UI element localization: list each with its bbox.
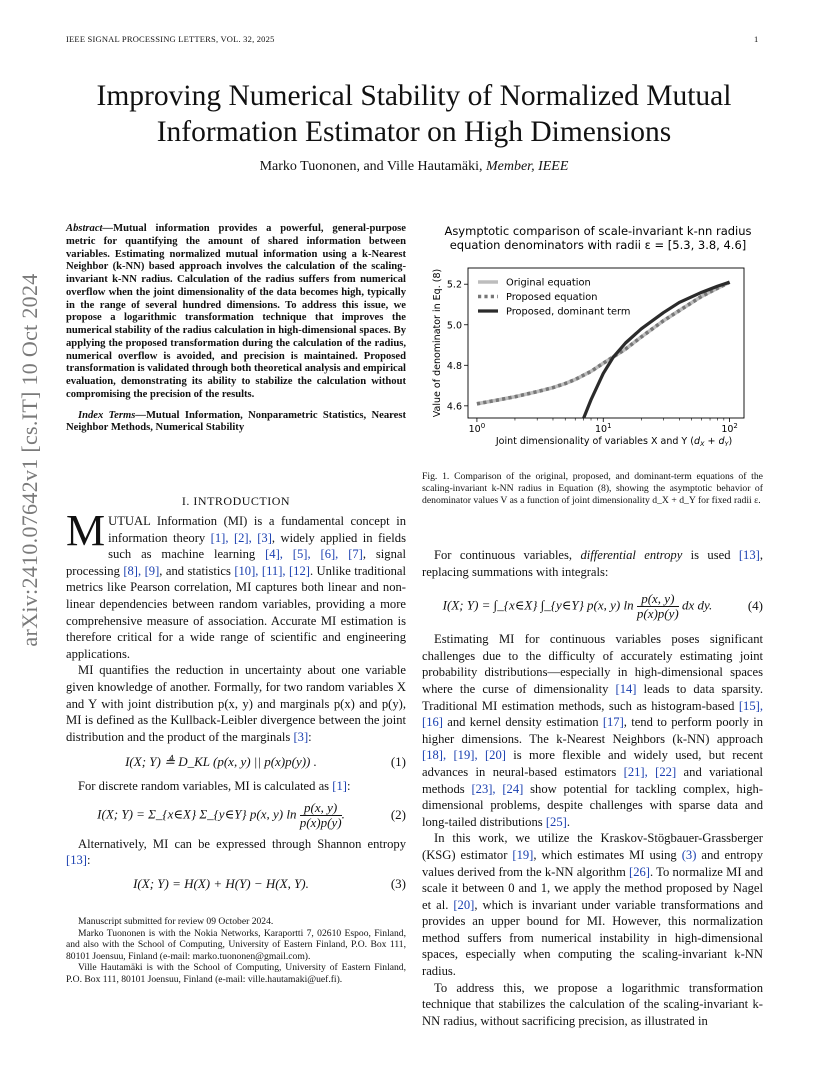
citation-link[interactable]: [1], [2], [3] (210, 530, 272, 545)
footnote-author-2: Ville Hautamäki is with the School of Computing, University of Eastern Finland, P.O. Box 111, 80101 Joensuu, Finland (e-mail: ville.hautamaki@uef.fi). (66, 962, 406, 985)
intro-paragraph-2: MI quantifies the reduction in uncertainty about one variable given knowledge of another. Formally, for two random variables X and Y with joint distribution p(x, y) and marginals p(x) and p(y), MI is defined as the Kullback-Leibler divergence between the joint distribution and the product of the marginals [3]: (66, 663, 406, 744)
citation-link[interactable]: [21], [22] (623, 764, 677, 779)
author-names: Marko Tuononen, and Ville Hautamäki, (259, 159, 483, 174)
figure-caption-label: Fig. 1. (422, 471, 450, 482)
citation-link[interactable]: [26] (629, 864, 650, 879)
abstract-text: Mutual information provides a powerful, general-purpose metric for quantifying the amount of shared information between variables. Estimating normalized mutual information using a k-Nearest Neighbor (k-NN) based approach involves the calculation of the scaling-invariant k-NN radius. Calculation of the radius suffers from numerical overflow when the joint dimensionality of the data becomes high, typically in the range of several hundred dimensions. To address this issue, we propose a logarithmic transformation technique that improves the numerical stability of the radius calculation in high-dimensional spaces. By applying the proposed transformation during the calculation of the radius, numerical overflow is avoided, and precision is maintained. Proposed transformation is validated through both theoretical analysis and empirical evaluation, demonstrating its ability to stabilize the calculation without compromising the precision of the results. (66, 223, 406, 400)
citation-link[interactable]: [3] (293, 729, 309, 744)
right-paragraph-2: Estimating MI for continuous variables poses significant challenges due to the difficulty of accurately estimating joint probability distributions—especially in high-dimensional spaces where the curse of dimensionality [14] leads to data sparsity. Traditional MI estimation methods, such as histogram-based [15], [16] and kernel density estimation [17], tend to perform poorly in higher dimensions. The k-Nearest Neighbors (k-NN) approach [18], [19], [20] is more flexible and widely used, but recent advances in neural-based estimators [21], [22] and variational methods [23], [24] show potential for tackling complex, high-dimensional problems, despite challenges with sparse data and long-tailed distributions [25]. (422, 632, 764, 829)
legend-label: Original equation (506, 277, 591, 289)
legend-label: Proposed, dominant term (506, 306, 631, 318)
author-membership: Member, IEEE (485, 159, 569, 174)
abstract (66, 223, 406, 435)
abstract-label: Abstract— (66, 223, 114, 234)
citation-link[interactable]: [4], [5], [6], [7] (265, 547, 363, 562)
y-axis-label: Value of denominator in Eq. (8) (432, 268, 443, 418)
chart-title-line-2: equation denominators with radii ε = [5.3, 3.8, 4.6] (449, 238, 747, 252)
right-paragraph-3: In this work, we utilize the Kraskov-Stögbauer-Grassberger (KSG) estimator [19], which estimates MI using (3) and entropy values derived from the k-NN algorithm [26]. To normalize MI and scale it between 0 and 1, we apply the method proposed by Nagel et al. [20], which is invariant under variable transformations and provides an upper bound for MI. However, this normalization method suffers from numerical instability in high-dimensional spaces, especially when computing the scaling-invariant k-NN radius. (422, 831, 764, 979)
author-list (40, 159, 788, 175)
footnotes (66, 916, 406, 986)
legend-label: Proposed equation (506, 292, 598, 303)
y-tick-label: 5.2 (446, 279, 462, 291)
x-tick-label: $10^1$ (594, 422, 612, 435)
right-paragraph-1: For continuous variables, differential entropy is used [13], replacing summations with integrals: (422, 548, 763, 579)
intro-paragraph-4: Alternatively, MI can be expressed through Shannon entropy [13]: (66, 836, 406, 868)
section-heading-introduction: I. INTRODUCTION (181, 494, 291, 508)
y-tick-label: 4.6 (446, 401, 462, 413)
citation-link[interactable]: [14] (615, 681, 637, 696)
equation-1: I(X; Y) ≜ D_KL (p(x, y) || p(x)p(y)) . (1) (125, 754, 406, 770)
citation-link[interactable]: [18], [19], [20] (422, 748, 506, 763)
equation-2: I(X; Y) = Σ_{x∈X} Σ_{y∈Y} p(x, y) ln $\frac{p(x, y)}{p(x)p(y)}$ . (2) (97, 799, 406, 830)
footnote-submission: Manuscript submitted for review 09 October 2024. (78, 916, 274, 927)
citation-link[interactable]: [1] (332, 778, 347, 793)
citation-link[interactable]: [15], [16] (422, 698, 763, 730)
paper-title: Improving Numerical Stability of Normalized Mutual Information Estimator on High Dimensions (96, 80, 732, 148)
index-terms-label: Index Terms— (78, 409, 146, 421)
chart-title-line-1: Asymptotic comparison of scale-invariant k-nn radius (444, 224, 752, 238)
citation-link[interactable]: [19] (512, 847, 534, 862)
left-column-body (66, 506, 407, 892)
figure-caption-text: Comparison of the original, proposed, and dominant-term equations of the scaling-invariant k-NN radius in Equation (8), showing the asymptotic behavior of denominator values V as a function of joint dimensionality d_X + d_Y for fixed radii ε. (422, 471, 763, 506)
right-paragraph-4: To address this, we propose a logarithmic transformation technique that stabilizes the calculation of the scaling-invariant k-NN radius, without sacrificing precision, as illustrated in (422, 980, 763, 1028)
citation-link[interactable]: [13] (738, 548, 760, 562)
citation-link[interactable]: [8], [9] (123, 563, 160, 578)
y-tick-label: 4.8 (446, 360, 462, 372)
figure-1-chart (422, 218, 764, 450)
x-tick-label: $10^0$ (468, 422, 486, 435)
series-line-3 (584, 282, 730, 418)
citation-link[interactable]: [17] (602, 715, 624, 730)
page-number: 1 (754, 34, 759, 44)
citation-link[interactable]: [10], [11], [12] (234, 563, 310, 578)
right-column-body (422, 547, 763, 1029)
dropcap-letter: M (66, 506, 106, 555)
footnote-author-1: Marko Tuononen is with the Nokia Networks, Karaportti 7, 02610 Espoo, Finland, and also with the School of Computing, University of Eastern Finland, P.O. Box 111, 80101 Joensuu, Finland (e-mail: marko.tuononen@gmail.com). (66, 927, 406, 962)
equation-3: I(X; Y) = H(X) + H(Y) − H(X, Y). (3) (133, 875, 406, 891)
equation-reference-link[interactable]: (3) (681, 847, 697, 862)
running-header: IEEE SIGNAL PROCESSING LETTERS, VOL. 32, 2025 (66, 34, 275, 44)
x-tick-label: $10^2$ (721, 422, 738, 435)
y-tick-label: 5.0 (446, 320, 462, 332)
equation-4: I(X; Y) = ∫_{x∈X} ∫_{y∈Y} p(x, y) ln $\frac{p(x, y)}{p(x)p(y)}$ dx dy. (4) (442, 591, 763, 622)
figure-1-caption (422, 471, 763, 506)
intro-paragraph-3: For discrete random variables, MI is calculated as [1]: (78, 778, 351, 793)
citation-link[interactable]: [20] (453, 897, 475, 912)
citation-link[interactable]: [25] (545, 814, 567, 829)
x-axis-label: Joint dimensionality of variables X and Y $(d_X + d_Y)$ (495, 436, 733, 448)
index-terms-text: Mutual Information, Nonparametric Statistics, Nearest Neighbor Methods, Numerical Stability (66, 409, 406, 434)
citation-link[interactable]: [23], [24] (471, 781, 524, 796)
intro-paragraph-1: MUTUAL Information (MI) is a fundamental concept in information theory [1], [2], [3], widely applied in fields such as machine learning [4], [5], [6], [7], signal processing [8], [9], and statistics [10], [11], [12]. Unlike traditional metrics like Pearson correlation, MI captures both linear and non-linear dependencies between random variables, providing a more comprehensive measure of association. Accurate MI estimation is therefore critical for a wide range of scientific and engineering applications. (66, 506, 407, 661)
citation-link[interactable]: [13] (66, 853, 87, 868)
arxiv-stamp: arXiv:2410.07642v1 [cs.IT] 10 Oct 2024 (17, 273, 42, 647)
